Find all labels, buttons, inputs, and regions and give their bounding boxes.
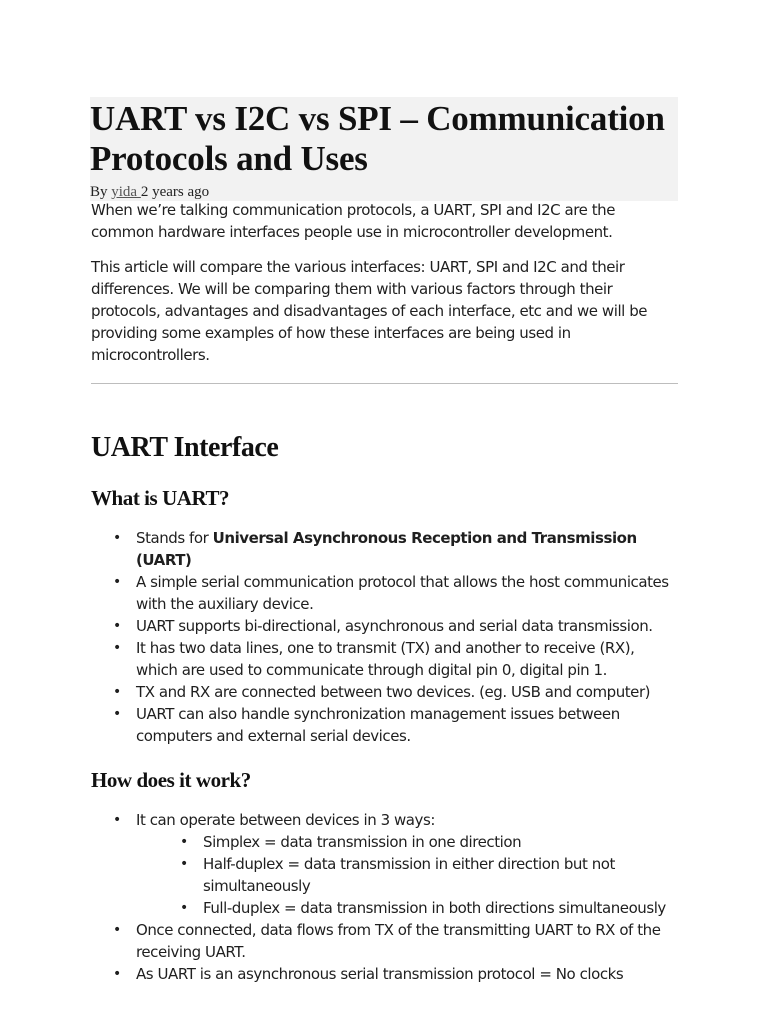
how-it-works-list xyxy=(91,809,678,985)
section-divider xyxy=(91,383,678,384)
byline-prefix: By xyxy=(90,184,112,200)
list-item: • Full-duplex = data transmission in both directions simultaneously xyxy=(203,897,678,919)
list-item: • TX and RX are connected between two devices. (eg. USB and computer) xyxy=(136,681,678,703)
list-item: • UART can also handle synchronization management issues between computers and external serial devices. xyxy=(136,703,678,747)
list-item-text: It can operate between devices in 3 ways: xyxy=(136,811,435,829)
uart-interface-heading: UART Interface xyxy=(91,432,279,463)
intro-paragraph-2: This article will compare the various interfaces: UART, SPI and I2C and their differences. We will be comparing them with various factors through their protocols, advantages and disadvantages of each interface, etc and we will be providing some examples of how these interfaces are being used in microcontrollers. xyxy=(91,258,648,364)
list-item xyxy=(136,527,678,571)
article-body xyxy=(91,199,678,985)
list-item: • UART supports bi-directional, asynchronous and serial data transmission. xyxy=(136,615,678,637)
list-item: • As UART is an asynchronous serial transmission protocol = No clocks xyxy=(136,963,678,985)
what-is-uart-heading: What is UART? xyxy=(91,486,230,510)
list-item-prefix: Stands for xyxy=(136,529,213,547)
list-item: • It has two data lines, one to transmit (TX) and another to receive (RX), which are used to communicate through digital pin 0, digital pin 1. xyxy=(136,637,678,681)
page-title: UART vs I2C vs SPI – Communication Protocols and Uses xyxy=(90,99,665,178)
article xyxy=(91,97,678,985)
how-does-it-work-heading: How does it work? xyxy=(91,768,251,792)
author-link[interactable]: yida xyxy=(111,184,141,200)
list-item: • A simple serial communication protocol that allows the host communicates with the auxiliary device. xyxy=(136,571,678,615)
operation-modes-list xyxy=(136,831,678,919)
list-item: • Simplex = data transmission in one direction xyxy=(203,831,678,853)
intro-paragraph-1: When we’re talking communication protocols, a UART, SPI and I2C are the common hardware interfaces people use in microcontroller development. xyxy=(91,201,616,241)
uart-definition: Universal Asynchronous Reception and Transmission (UART) xyxy=(136,529,637,569)
list-item xyxy=(136,809,678,919)
list-item: • Half-duplex = data transmission in either direction but not simultaneously xyxy=(203,853,678,897)
list-item: • Once connected, data flows from TX of the transmitting UART to RX of the receiving UART. xyxy=(136,919,678,963)
article-header xyxy=(90,97,678,201)
what-is-uart-list xyxy=(91,527,678,747)
byline xyxy=(90,183,678,201)
post-age: 2 years ago xyxy=(140,184,210,200)
